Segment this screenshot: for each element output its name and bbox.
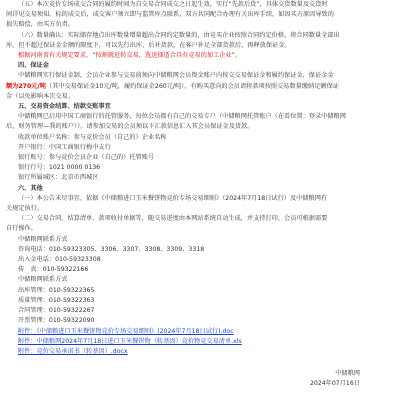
text-line: 库，但不超过保证金金额的限度下，可以先行出库，后补货款，在客户补足全部货款后，再释放保证金。: [6, 41, 291, 49]
text-line: 自行操作。: [6, 225, 37, 233]
contact-phone: 开票管理：010-59322090: [18, 317, 95, 325]
signature-org: 中储粮网: [335, 370, 360, 378]
section-heading-other: 六、其他: [18, 184, 43, 192]
contact-heading: 中储粮网联系方式: [18, 276, 68, 284]
contact-phone: 合同管理：010-59322267: [18, 307, 95, 315]
deposit-amount: 额为270元/吨: [6, 82, 46, 90]
contact-phone: 出库管理：010-59322365: [18, 286, 95, 294]
attachment-link-rules[interactable]: 附件：《中储粮进口玉米餐饼物竞价专场交易细则》(2024年7月18日试行).doc: [18, 327, 234, 335]
contact-phone: 质量管理：010-59322363: [18, 296, 95, 304]
bank-district: 银行所属城区：北京市西城区: [18, 174, 99, 182]
contact-phone: 咨询电话：010-59323305、3306、3307、3308、3309、3318: [18, 245, 205, 253]
bank-name: 开户银行：中国工商银行梅中支行: [18, 143, 111, 151]
attachment-link-pledge[interactable]: 附件：竞价交易承诺书（转基因）.docx: [18, 347, 128, 355]
bank-code: 银行行号：1021 0000 0136: [18, 164, 101, 172]
text-line: （二）交易合同、结算清单、款项收付单据等，随交易进度由本网站系统自动生成，并支持打印，会员可根据需要: [18, 215, 328, 223]
signature-date: 2024年07月16日: [309, 380, 360, 388]
deposit-detail: （其中交易保证金10元/吨，履约保证金260元/吨）。有购买意向的会员请将款项按照交易数量缴纳足额保证: [45, 82, 339, 90]
attachment-link-list[interactable]: 附件：中储粮网2024年7月18日进口玉米餐饼物（转基因）竞价物竞交易清单.xls: [18, 337, 242, 345]
notice-highlight: 根据河南省有关规定要求，“按割就近转交易，选送择适合具有竞易的加工企业”。: [18, 52, 241, 60]
text-line: （五）本次竞价专场成交合同的履约时间为自交易合同成交之日起生效，实行“先款后货”，具体交货数量及交货时: [18, 1, 328, 8]
text-line: （六）数量确认：实际储存地点出库数量增量超出合同约定数量的，由竞买企业按照合同约定价格，将合同数量全部出: [18, 31, 340, 39]
payee-name: 收款单位账户名称：参与竞价会员（自己的）企业名称: [18, 133, 167, 141]
section-heading-deposit: 四、保证金: [18, 62, 49, 70]
text-line: 间详见交易须知。标的成交后，成交客户须立即与监管库点联系，双方共同配合办理有关出库手续，如因买方原因导致的: [6, 11, 334, 19]
bank-account: 银行账号：参与竞价会员企业（自己的）托管账号: [18, 154, 155, 162]
spacer: [6, 357, 394, 369]
contact-fax: 传 真：010-59322166: [18, 266, 89, 274]
text-line: 中储粮网已启用中国工商银行的托管服务，每位会员都有自己的交易专户（中储粮网托管账户（在看位置：登录中储粮网: [18, 113, 346, 121]
text-line: 关规定执行。: [6, 205, 44, 213]
text-line: 金（以免影响本次交易。: [6, 92, 75, 100]
contact-phone: 出入金电话：010-59323308: [18, 256, 101, 264]
text-line: [6, 82, 394, 92]
text-line: （一）本公告未尽事宜，依据《中储粮进口玉米餐饼物竞价专场交易细则》（2024年7月18日试行）及中储粮网有: [18, 194, 328, 202]
contact-heading: 中储粮网联系方式: [18, 235, 68, 243]
section-heading-settlement: 五、交易资金结算、结款交账事宜: [18, 103, 111, 111]
text-line: 后，财务管理—我的账户））。请参加交易的会员须以下汇款信息汇入其会员保证金及货款。: [6, 123, 254, 131]
text-line: 损失赔偿，由买方负责。: [6, 21, 75, 29]
text-line: 中储粮网实行保证金制，会员企业参与交易前须向中储粮网会员资金账户内按交交易保证金和履约保证金，保证金金: [18, 72, 334, 80]
